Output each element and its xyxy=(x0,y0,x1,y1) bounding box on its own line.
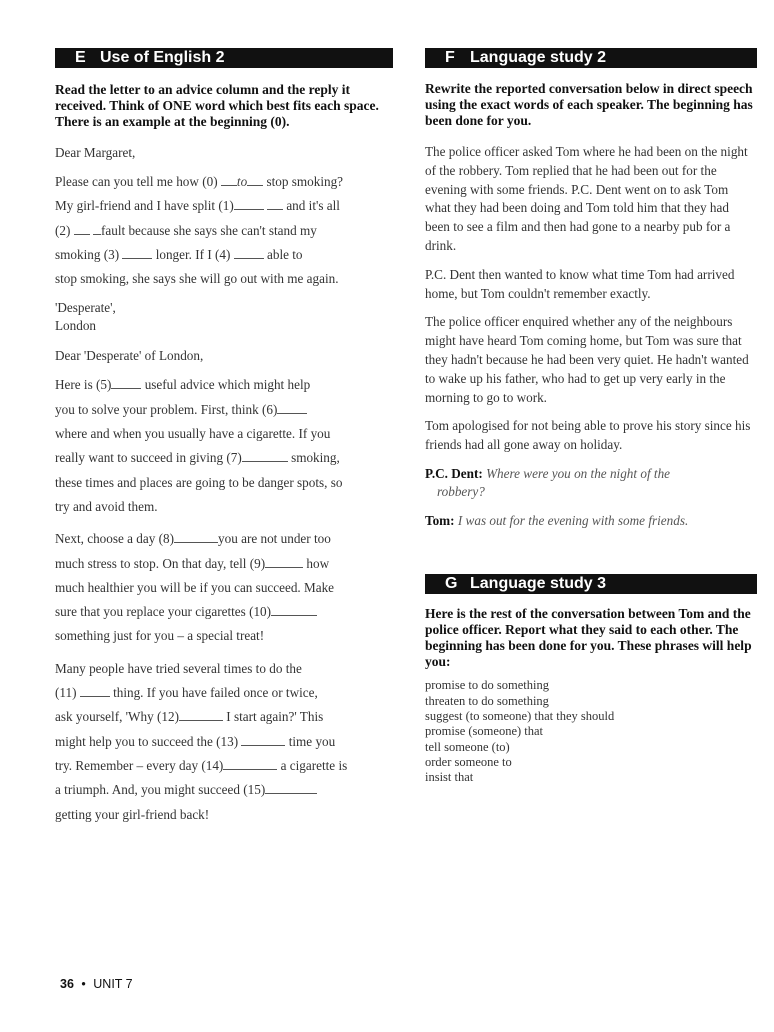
section-e-header xyxy=(55,48,393,68)
section-e-instruction: Read the letter to an advice column and the reply it received. Think of ONE word which best fits each space. There is an example at the beginning (0). xyxy=(55,82,379,129)
blank-15[interactable] xyxy=(265,783,317,794)
phrase-item: order someone to xyxy=(425,754,512,769)
section-e xyxy=(55,48,393,827)
reply-line-11: something just for you – a special treat! xyxy=(55,628,265,644)
blank-line xyxy=(93,224,101,235)
reply-line-4: really want to succeed in giving (7) smoking, xyxy=(55,450,340,466)
signature-desperate: 'Desperate', xyxy=(55,300,116,316)
reply-line-15: might help you to succeed the (13) time you xyxy=(55,733,336,749)
reply-line-2: you to solve your problem. First, think (6) xyxy=(55,398,393,422)
blank-9[interactable] xyxy=(265,557,303,568)
reply-line-1: Here is (5) useful advice which might help xyxy=(55,377,311,393)
reply-line-8: much stress to stop. On that day, tell (9) how xyxy=(55,555,330,571)
phrase-item: tell someone (to) xyxy=(425,739,510,754)
section-f-title: Language study 2 xyxy=(470,49,607,66)
salutation-margaret: Dear Margaret, xyxy=(55,145,136,160)
section-e-letter: E xyxy=(75,49,86,66)
section-g-instruction: Here is the rest of the conversation between Tom and the police officer. Report what they said to each other. The beginning has been done for you. These phrases will help you: xyxy=(425,606,752,670)
reply-line-18: getting your girl-friend back! xyxy=(55,806,210,822)
speech-line-1b: robbery? xyxy=(437,484,485,500)
phrase-item: insist that xyxy=(425,770,474,785)
blank-10[interactable] xyxy=(271,605,317,616)
signature-london: London xyxy=(55,318,97,334)
reply-line-3: where and when you usually have a cigarette. If you xyxy=(55,426,331,442)
blank-7[interactable] xyxy=(242,451,288,462)
blank-1[interactable] xyxy=(234,199,264,210)
reply-line-7: Next, choose a day (8) you are not under too xyxy=(55,531,331,547)
blank-line xyxy=(247,175,263,186)
blank-line xyxy=(221,175,237,186)
blank-line xyxy=(267,199,283,210)
blank-6[interactable] xyxy=(277,403,307,414)
speech-line-2: I was out for the evening with some friends. xyxy=(457,512,689,528)
direct-speech-2 xyxy=(425,512,757,531)
section-f-letter: F xyxy=(445,49,455,66)
speaker-tom: Tom: xyxy=(425,512,455,528)
salutation-desperate: Dear 'Desperate' of London, xyxy=(55,348,204,364)
phrase-item: promise to do something xyxy=(425,678,549,693)
speech-line-1a: Where were you on the night of the xyxy=(486,465,671,481)
story-paragraph-1: The police officer asked Tom where he had been on the night of the robbery. Tom replied that he had been out for the evening with some friends. P.C. Dent went on to ask Tom what they had been doing and Tom told him that they had been to see a film and then had gone to a nearby pub for a drink. xyxy=(425,144,748,253)
section-f-instruction: Rewrite the reported conversation below in direct speech using the exact words of each speaker. The beginning has been done for you. xyxy=(425,81,753,128)
blank-5[interactable] xyxy=(111,378,141,389)
blank-12[interactable] xyxy=(179,710,223,721)
right-column xyxy=(425,48,757,786)
reply-line-12: Many people have tried several times to do the xyxy=(55,660,302,676)
reply-line-16: try. Remember – every day (14) a cigarette is xyxy=(55,757,348,773)
blank-14[interactable] xyxy=(223,759,277,770)
blank-13[interactable] xyxy=(241,735,285,746)
blank-3[interactable] xyxy=(122,248,152,259)
direct-speech-1 xyxy=(425,465,757,502)
letter-line-4: smoking (3) longer. If I (4) able to xyxy=(55,246,303,262)
unit-label: UNIT 7 xyxy=(93,977,133,991)
phrase-item: threaten to do something xyxy=(425,693,549,708)
phrase-item: suggest (to someone) that they should xyxy=(425,709,615,724)
speaker-dent: P.C. Dent: xyxy=(425,465,483,481)
section-e-title: Use of English 2 xyxy=(100,49,225,66)
story-paragraph-3: The police officer enquired whether any of the neighbours might have heard Tom coming home, but Tom was sure that they hadn't because he had been very quiet. He hadn't wanted to wake up his father, who had to get up very early in the morning to go to work. xyxy=(425,314,749,405)
section-g-header xyxy=(425,574,757,594)
reply-line-14: ask yourself, 'Why (12) I start again?' This xyxy=(55,709,324,725)
page-footer xyxy=(60,977,133,991)
reply-line-10: sure that you replace your cigarettes (10) xyxy=(55,600,393,624)
letter-line-3: (2) fault because she says she can't stand my xyxy=(55,222,317,238)
reported-conversation xyxy=(425,143,757,455)
section-f-header xyxy=(425,48,757,68)
page-number: 36 xyxy=(60,977,74,991)
letter-line-5: stop smoking, she says she will go out with me again. xyxy=(55,271,339,287)
letter-line-1: Please can you tell me how (0) to stop smoking? xyxy=(55,174,344,189)
phrase-list xyxy=(425,678,757,785)
reply-line-6: try and avoid them. xyxy=(55,498,158,514)
story-paragraph-4: Tom apologised for not being able to prove his story since his friends had all gone away on holiday. xyxy=(425,418,751,453)
blank-2[interactable] xyxy=(74,224,90,235)
letter-line-2: My girl-friend and I have split (1) and it's all xyxy=(55,198,340,214)
reply-line-17: a triumph. And, you might succeed (15) xyxy=(55,778,393,802)
footer-bullet: • xyxy=(81,977,86,991)
phrase-item: promise (someone) that xyxy=(425,724,544,739)
reply-line-9: much healthier you will be if you can succeed. Make xyxy=(55,579,335,595)
blank-8[interactable] xyxy=(174,532,218,543)
blank-11[interactable] xyxy=(80,686,110,697)
example-answer: to xyxy=(236,174,248,189)
section-g-title: Language study 3 xyxy=(470,575,607,593)
blank-4[interactable] xyxy=(234,248,264,259)
reply-line-5: these times and places are going to be danger spots, so xyxy=(55,474,343,490)
advice-letter xyxy=(55,144,393,827)
reply-line-13: (11) thing. If you have failed once or twice, xyxy=(55,685,318,701)
story-paragraph-2: P.C. Dent then wanted to know what time Tom had arrived home, but Tom couldn't remember exactly. xyxy=(425,266,735,301)
section-g-letter: G xyxy=(445,575,458,593)
